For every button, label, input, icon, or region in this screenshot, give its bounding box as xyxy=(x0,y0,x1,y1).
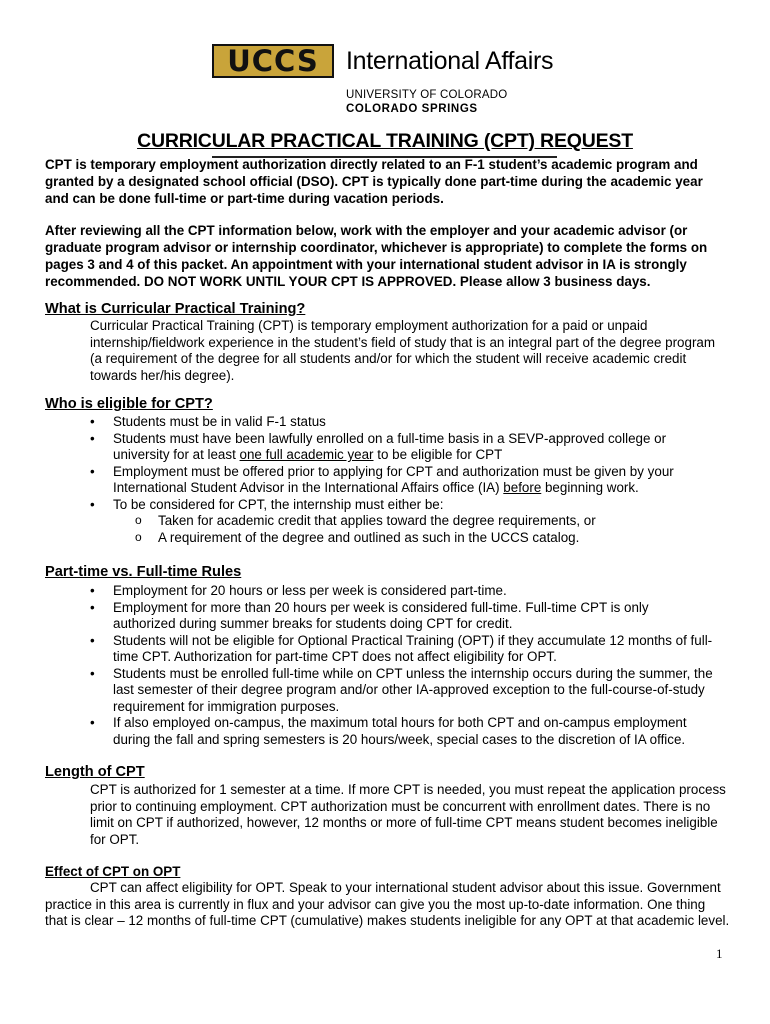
list-item: • Employment for 20 hours or less per week is considered part-time. xyxy=(90,583,507,598)
sub-list-item: o A requirement of the degree and outlined as such in the UCCS catalog. xyxy=(135,529,580,545)
bullet-icon: • xyxy=(90,583,95,598)
bullet-icon: • xyxy=(90,463,95,479)
heading-part-full-time: Part-time vs. Full-time Rules xyxy=(45,564,242,580)
university-name: UNIVERSITY OF COLORADO xyxy=(346,89,508,101)
heading-what-is-cpt: What is Curricular Practical Training? xyxy=(45,301,306,317)
heading-effect-on-opt: Effect of CPT on OPT xyxy=(45,864,181,879)
office-name: International Affairs xyxy=(346,46,554,75)
bullet-icon: • xyxy=(90,496,95,512)
heading-length-of-cpt: Length of CPT xyxy=(45,764,145,780)
rules-list xyxy=(0,583,713,748)
heading-eligibility: Who is eligible for CPT? xyxy=(45,396,213,412)
list-item: • Students will not be eligible for Optional Practical Training (OPT) if they accumulate 12 months of full-time CPT. Authorization for part-time CPT does not affect eligibility for OPT. xyxy=(90,632,713,664)
list-item: • If also employed on-campus, the maximum total hours for both CPT and on-campus employment during the fall and spring semesters is 20 hours/week, special cases to the discretion of IA office. xyxy=(90,715,687,747)
sub-list-item: o Taken for academic credit that applies toward the degree requirements, or xyxy=(135,513,596,528)
bullet-icon: • xyxy=(90,414,95,429)
what-is-cpt-text: Curricular Practical Training (CPT) is temporary employment authorization for a paid or unpaid internship/fieldwork experience in the student’s field of study that is an integral part of the degree program (a requirement of the degree for all students and/or for which the student will receive academic credit towards her/his degree). xyxy=(90,318,716,383)
bullet-icon: • xyxy=(90,599,95,615)
length-of-cpt-text: CPT is authorized for 1 semester at a time. If more CPT is needed, you must repeat the application process prior to continuing employment. CPT authorization must be concurrent with enrollment dates. There is no limit on CPT if authorized, however, 12 months or more of full-time CPT means student becomes ineligible for OPT. xyxy=(90,782,726,847)
uccs-logo: UCCS xyxy=(212,44,334,78)
eligibility-list xyxy=(0,414,713,546)
intro-paragraph: CPT is temporary employment authorization directly related to an F-1 student’s academic program and granted by a designated school official (DSO). CPT is typically done part-time during the academic year and can be done full-time or part-time during vacation periods. xyxy=(45,157,703,206)
bullet-icon: • xyxy=(90,665,95,681)
list-item: • Students must have been lawfully enrolled on a full-time basis in a SEVP-approved college or university for at least one full academic year to be eligible for CPT xyxy=(90,430,667,462)
list-item: • Students must be enrolled full-time while on CPT unless the internship occurs during the summer, the last semester of their degree program and/or other IA-approved exception to the full-course-of-study requirement for immigration purposes. xyxy=(90,665,713,714)
document-title: CURRICULAR PRACTICAL TRAINING (CPT) REQUEST xyxy=(137,130,633,152)
internship-requirement-list xyxy=(113,513,713,546)
letterhead xyxy=(212,44,562,116)
effect-on-opt-text: CPT can affect eligibility for OPT. Speak to your international student advisor about this issue. Government practice in this area is currently in flux and your advisor can give you the most up-to-date information. One thing that is clear – 12 months of full-time CPT (cumulative) makes students ineligible for any OPT at that academic level. xyxy=(45,880,730,928)
instructions-paragraph: After reviewing all the CPT information below, work with the employer and your academic advisor (or graduate program advisor or internship coordinator, whichever is appropriate) to complete the forms on pages 3 and 4 of this packet. An appointment with your international student advisor in IA is strongly recommended. DO NOT WORK UNTIL YOUR CPT IS APPROVED. Please allow 3 business days. xyxy=(45,223,708,289)
sub-bullet-icon: o xyxy=(135,513,142,527)
campus-name: COLORADO SPRINGS xyxy=(346,103,478,115)
sub-bullet-icon: o xyxy=(135,529,142,544)
list-item: • Employment must be offered prior to applying for CPT and authorization must be given by your International Student Advisor in the International Affairs office (IA) before beginning work. xyxy=(90,463,674,495)
bullet-icon: • xyxy=(90,632,95,648)
list-item: • Employment for more than 20 hours per week is considered full-time. Full-time CPT is only authorized during summer breaks for students doing CPT for credit. xyxy=(90,599,649,631)
page-number: 1 xyxy=(716,946,723,961)
list-item: • To be considered for CPT, the internship must either be: o Taken for academic credit that applies toward the degree requirements, or o A requirement of the degree and outlined as such in the UCCS catalog. xyxy=(0,497,713,547)
bullet-icon: • xyxy=(90,715,95,730)
bullet-icon: • xyxy=(90,430,95,446)
list-item: • Students must be in valid F-1 status xyxy=(90,414,326,429)
